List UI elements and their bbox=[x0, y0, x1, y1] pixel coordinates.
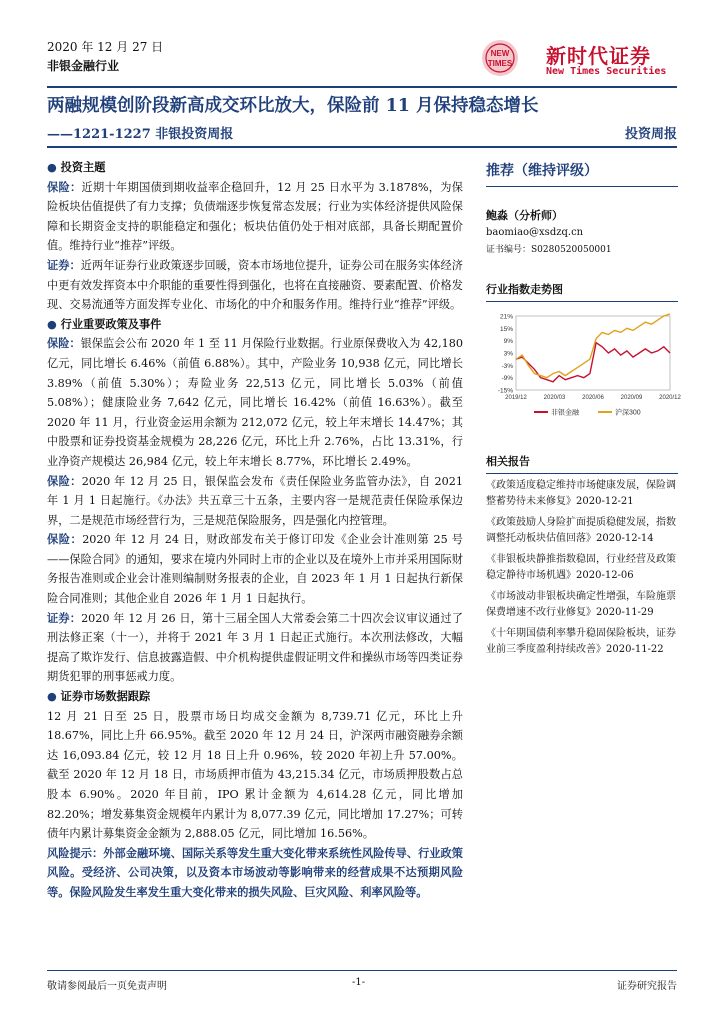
risk-text: 外部金融环境、国际关系等发生重大变化带来系统性风险传导、行业政策风险。受经济、公司决策，以及资本市场波动等影响带来的经营成果不达预期风险等。保险风险发生率发生重大变化带来的损失风险、巨灾风险、利率风险等。 bbox=[47, 845, 463, 899]
series-line-csi300 bbox=[516, 314, 670, 378]
section-heading-policy: ● 行业重要政策及事件 bbox=[47, 315, 463, 335]
report-subtitle: ——1221-1227 非银投资周报 bbox=[47, 127, 234, 142]
page-number: -1- bbox=[352, 977, 366, 988]
legend-label: 非银金融 bbox=[551, 409, 579, 417]
paragraph-lead: 保险： bbox=[47, 473, 82, 488]
company-logo bbox=[478, 38, 538, 78]
brand-name-en: New Times Securities bbox=[546, 66, 667, 77]
chart-title: 行业指数走势图 bbox=[486, 281, 678, 302]
related-report-item[interactable]: 《十年期国债利率攀升稳固保险板块，证券业前三季度盈利持续改善》2020-11-22 bbox=[486, 628, 676, 655]
y-tick-label: 9% bbox=[503, 338, 513, 346]
paragraph-insurance-theme bbox=[47, 178, 463, 256]
footer-divider bbox=[47, 970, 677, 971]
y-tick-label: 21% bbox=[499, 313, 513, 321]
analyst-name: 鲍淼（分析师） bbox=[486, 209, 563, 222]
chart-plot-area bbox=[516, 316, 670, 390]
x-tick-label: 2020/12 bbox=[659, 395, 681, 401]
related-reports-list bbox=[486, 478, 678, 658]
section-heading-theme: ● 投资主题 bbox=[47, 158, 463, 178]
title-divider bbox=[47, 146, 677, 148]
index-trend-chart bbox=[486, 308, 681, 430]
x-tick-label: 2020/06 bbox=[582, 395, 604, 401]
report-date: 2020 年 12 月 27 日 bbox=[47, 40, 164, 54]
x-tick-label: 2020/03 bbox=[543, 395, 566, 401]
main-column bbox=[47, 158, 463, 903]
paragraph-market-data: 12 月 21 日至 25 日，股票市场日均成交金额为 8,739.71 亿元，环比上升 18.67%，同比上升 66.95%。截至 2020 年 12 月 24 日，沪深两市融资融券余额达 16,093.84 亿元，较 12 月 18 日上升 0.96%，较 2020 年初上升 57.00%。截至 2020 年 12 月 18 日，市场质押市值为 43,215.34 亿元，市场质押股数占总股本 6.90%。2020 年目前，IPO 累计金额为 4,614.28 亿元，同比增加 82.20%；增发募集资金规模年内累计为 8,077.39 亿元，同比增加 17.27%；可转债年内累计募集资金金额为 2,888.05 亿元，同比增加 16.56%。 bbox=[47, 709, 463, 841]
related-report-item[interactable]: 《非银板块静推指数稳固，行业经营及政策稳定静待市场机遇》2020-12-06 bbox=[486, 554, 676, 581]
footer-doc-type: 证券研究报告 bbox=[617, 981, 677, 992]
related-report-item[interactable]: 《政策适度稳定维持市场健康发展，保险调整蓄势待未来修复》2020-12-21 bbox=[486, 480, 676, 507]
paragraph-text: 银保监会公布 2020 年 1 至 11 月保险行业数据。行业原保费收入为 42,180 亿元，同比增长 6.46%（前值 6.88%）。其中，产险业务 10,938 亿元，同比增长 3.89%（前值 5.30%）；寿险业务 22,513 亿元，同比增长 5.03%（前值 5.08%）；健康险业务 7,642 亿元，同比增长 16.42%（前值 16.63%）。截至 2020 年 11 月，行业资金运用余额为 212,072 亿元，较上年末增长 14.47%；其中股票和证券投资基金规模为 28,226 亿元，环比上升 2.76%，占比 13.31%，行业净资产规模达 26,984 亿元，较上年末增长 8.77%，环比增长 2.49%。 bbox=[47, 337, 463, 468]
y-tick-label: -9% bbox=[501, 375, 513, 383]
x-tick-label: 2020/09 bbox=[620, 395, 643, 401]
paragraph-accounting-rule bbox=[47, 530, 463, 608]
sector-label: 非银金融行业 bbox=[47, 59, 120, 73]
paragraph-liability-rule bbox=[47, 472, 463, 531]
footer-disclaimer[interactable]: 敬请参阅最后一页免责声明 bbox=[47, 981, 167, 992]
x-tick-label: 2019/12 bbox=[505, 395, 527, 401]
side-column bbox=[486, 158, 681, 663]
y-tick-label: -15% bbox=[497, 387, 513, 395]
paragraph-text: 2020 年 12 月 26 日，第十三届全国人大常委会第二十四次会议审议通过了刑法修正案（十一），并将于 2021 年 3 月 1 日起正式施行。本次刑法修改，大幅提高了欺诈发行、信息披露造假、中介机构提供虚假证明文件和操纵市场等四类证券期货犯罪的刑事惩戒力度。 bbox=[47, 611, 463, 684]
risk-warning bbox=[47, 844, 463, 903]
analyst-certificate: 证书编号：S0280520050001 bbox=[486, 245, 612, 255]
y-tick-label: -3% bbox=[501, 362, 513, 370]
y-tick-label: 3% bbox=[503, 350, 513, 358]
paragraph-criminal-law bbox=[47, 609, 463, 687]
paragraph-lead: 保险： bbox=[47, 179, 82, 194]
paragraph-lead: 证券： bbox=[47, 257, 81, 272]
paragraph-text: 2020 年 12 月 24 日，财政部发布关于修订印发《企业会计准则第 25 号——保险合同》的通知，要求在境内外同时上市的企业以及在境外上市并采用国际财务报告准则或企业会计准则编制财务报表的企业，自 2023 年 1 月 1 日起执行新保险合同准则；其他企业自 2026 年 1 月 1 日起执行。 bbox=[47, 533, 463, 606]
related-reports-title: 相关报告 bbox=[486, 453, 678, 474]
header-divider bbox=[47, 86, 677, 88]
section-heading-market: ● 证券市场数据跟踪 bbox=[47, 687, 463, 707]
paragraph-text: 近期十年期国债到期收益率企稳回升，12 月 25 日水平为 3.1878%，为保险板块估值提供了有力支撑；负债端逐步恢复常态发展；行业为实体经济提供风险保障和长期资金支持的职能稳定和强化；板块估值仍处于相对底部，具备长期配置价值。维持行业“推荐”评级。 bbox=[47, 180, 463, 253]
paragraph-lead: 保险： bbox=[47, 532, 83, 547]
brand-name-cn: 新时代证券 bbox=[546, 44, 651, 68]
paragraph-text: 近两年证券行业政策逐步回暖，资本市场地位提升，证券公司在服务实体经济中更有效发挥资本中介职能的重要性得到强化，也将在直接融资、要素配置、价格发现、交易流通等方面发挥专业化、市场化的中介和服务作用。维持行业“推荐”评级。 bbox=[47, 258, 463, 312]
paragraph-insurance-data bbox=[47, 334, 463, 471]
legend-label: 沪深300 bbox=[615, 409, 641, 417]
paragraph-text: 2020 年 12 月 25 日，银保监会发布《责任保险业务监管办法》，自 2021 年 1 月 1 日起施行。《办法》共五章三十五条，主要内容一是规范责任保险承保边界，二是规范市场经营行为，三是规范保险服务，四是强化内控管理。 bbox=[47, 474, 463, 527]
related-report-item[interactable]: 《市场波动非银板块确定性增强，车险施票保费增速不改行业修复》2020-11-29 bbox=[486, 591, 676, 618]
rating-label: 推荐（维持评级） bbox=[486, 158, 678, 187]
y-tick-label: 15% bbox=[499, 325, 513, 333]
related-report-item[interactable]: 《政策鼓励人身险扩面提质稳健发展，指数调整托动板块估值回落》2020-12-14 bbox=[486, 517, 676, 544]
paragraph-lead: 保险： bbox=[47, 336, 81, 351]
analyst-email[interactable]: baomiao@xsdzq.cn bbox=[486, 227, 584, 238]
svg-text:TIMES: TIMES bbox=[487, 59, 513, 68]
paragraph-securities-theme bbox=[47, 256, 463, 315]
report-title: 两融规模创阶段新高成交环比放大，保险前 11 月保持稳态增长 bbox=[47, 96, 539, 116]
svg-text:NEW: NEW bbox=[490, 49, 510, 58]
risk-heading: 风险提示： bbox=[47, 845, 104, 860]
report-type: 投资周报 bbox=[624, 127, 677, 142]
paragraph-lead: 证券： bbox=[47, 610, 82, 625]
